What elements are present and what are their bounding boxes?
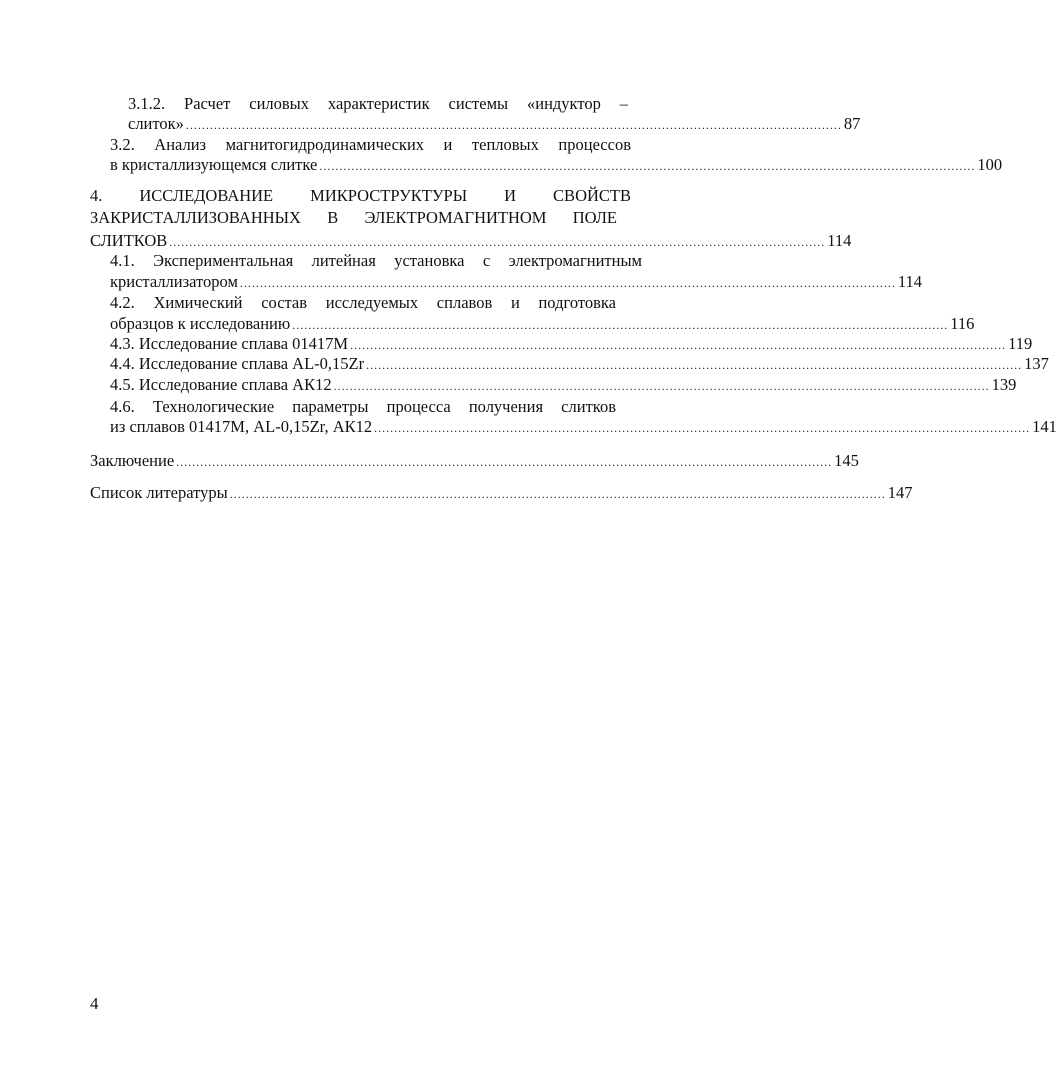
toc-entry-4-6-line2	[110, 416, 1057, 437]
toc-chapter-4-line1: 4. ИССЛЕДОВАНИЕ МИКРОСТРУКТУРЫ И СВОЙСТВ	[90, 186, 631, 205]
toc-entry-conclusion-page: 145	[834, 451, 859, 470]
toc-entry-4-1-title-end: кристаллизатором	[110, 272, 238, 291]
toc-entry-4-2-line2	[110, 313, 975, 334]
toc-entry-4-3-page: 119	[1008, 334, 1033, 353]
toc-entry-4-3	[110, 333, 1033, 354]
toc-leader: ....................................................................................................................................................................	[333, 379, 990, 393]
toc-entry-conclusion-title: Заключение	[90, 451, 175, 470]
toc-entry-3-2-line1: 3.2. Анализ магнитогидродинамических и тепловых процессов	[110, 135, 631, 154]
toc-entry-4-4	[110, 353, 1049, 374]
toc-entry-4-3-title: 4.3. Исследование сплава 01417М	[110, 334, 349, 353]
toc-entry-4-5-page: 139	[991, 375, 1017, 394]
toc-chapter-4-line2: ЗАКРИСТАЛЛИЗОВАННЫХ В ЭЛЕКТРОМАГНИТНОМ ПОЛЕ	[90, 208, 617, 227]
toc-entry-4-5-title: 4.5. Исследование сплава АК12	[110, 375, 332, 394]
toc-leader: ....................................................................................................................................................................	[229, 487, 886, 501]
toc-entry-4-6-page: 141	[1032, 417, 1057, 436]
toc-entry-3-1-2-title-end: слиток»	[128, 114, 184, 133]
toc-entry-3-2-page: 100	[977, 155, 1003, 174]
toc-leader: ....................................................................................................................................................................	[374, 421, 1031, 435]
toc-entry-3-1-2-page: 87	[843, 114, 861, 133]
toc-entry-4-1-line1: 4.1. Экспериментальная литейная установка с электромагнитным	[110, 251, 642, 270]
toc-leader: ....................................................................................................................................................................	[292, 318, 949, 332]
toc-leader: ....................................................................................................................................................................	[319, 159, 976, 173]
toc-leader: ....................................................................................................................................................................	[169, 235, 826, 249]
toc-entry-conclusion	[90, 450, 859, 471]
toc-entry-4-1-line2	[110, 271, 923, 292]
toc-entry-references-title: Список литературы	[90, 483, 228, 502]
toc-chapter-4-title-end: СЛИТКОВ	[90, 231, 168, 250]
toc-entry-4-1-page: 114	[897, 272, 923, 291]
toc-entry-references	[90, 482, 913, 503]
toc-leader: ....................................................................................................................................................................	[239, 276, 896, 290]
toc-entry-4-2-line1: 4.2. Химический состав исследуемых сплавов и подготовка	[110, 293, 616, 312]
toc-entry-4-4-page: 137	[1024, 354, 1049, 373]
toc-leader: ....................................................................................................................................................................	[176, 455, 833, 469]
toc-entry-4-4-title: 4.4. Исследование сплава AL-0,15Zr	[110, 354, 365, 373]
toc-entry-4-5	[110, 374, 1017, 395]
toc-leader: ....................................................................................................................................................................	[350, 338, 1007, 352]
toc-leader: ....................................................................................................................................................................	[366, 358, 1023, 372]
toc-leader: ....................................................................................................................................................................	[185, 118, 842, 132]
toc-entry-3-1-2-line2	[128, 113, 861, 134]
toc-entry-3-1-2-line1: 3.1.2. Расчет силовых характеристик системы «индуктор –	[128, 94, 628, 113]
toc-entry-3-2-line2	[110, 154, 1003, 175]
toc-entry-4-6-line1: 4.6. Технологические параметры процесса получения слитков	[110, 397, 616, 416]
toc-entry-references-page: 147	[887, 483, 913, 502]
toc-entry-4-2-title-end: образцов к исследованию	[110, 314, 291, 333]
toc-entry-4-6-title-end: из сплавов 01417М, AL-0,15Zr, АК12	[110, 417, 373, 436]
toc-chapter-4-line3	[90, 230, 852, 251]
toc-chapter-4-page: 114	[827, 231, 852, 250]
toc-entry-3-2-title-end: в кристаллизующемся слитке	[110, 155, 318, 174]
toc-entry-4-2-page: 116	[950, 314, 975, 333]
page-number: 4	[90, 994, 99, 1013]
